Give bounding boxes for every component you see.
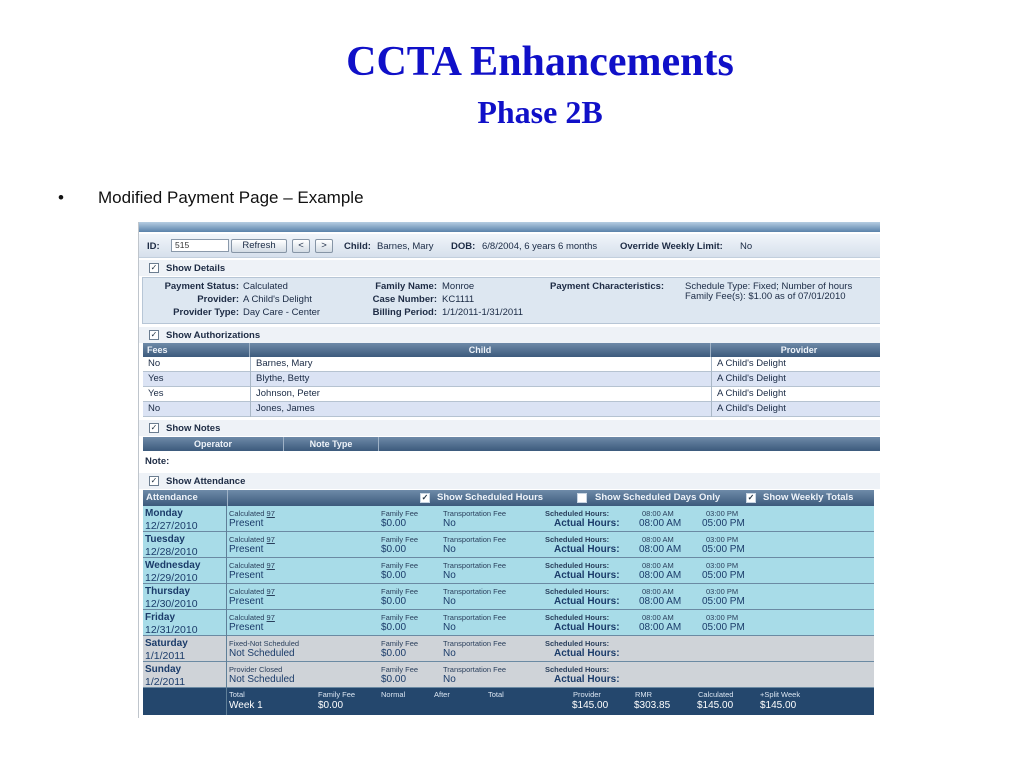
day-date: 12/30/2010 <box>145 598 198 610</box>
day-cell <box>143 636 227 662</box>
actual-start: 08:00 AM <box>639 570 682 581</box>
dob-label: DOB: <box>451 241 476 252</box>
status-link[interactable]: 97 <box>266 587 275 596</box>
total-family-fee: $0.00 <box>318 700 344 711</box>
status-small-text: Fixed-Not Scheduled <box>229 639 300 648</box>
actual-hours-label: Actual Hours: <box>554 544 620 555</box>
show-authorizations-checkbox[interactable]: ✓ <box>150 330 158 339</box>
day-name: Thursday <box>145 586 191 597</box>
table-row[interactable] <box>143 357 880 372</box>
scheduled-hours-label: Scheduled Hours: <box>545 509 610 518</box>
weekly-total-row <box>143 688 874 715</box>
total-split-week: $145.00 <box>760 700 797 711</box>
transportation-fee-value: No <box>443 570 456 581</box>
fees-cell: No <box>148 403 161 414</box>
attendance-day-row[interactable] <box>143 662 874 688</box>
next-button[interactable]: > <box>315 239 333 253</box>
scheduled-end: 03:00 PM <box>706 613 739 622</box>
actual-end: 05:00 PM <box>702 596 745 607</box>
case-number-label: Case Number: <box>372 294 437 305</box>
total-calculated-label: Calculated <box>698 690 734 699</box>
day-cell <box>143 584 227 610</box>
family-fee-value: $0.00 <box>381 518 407 529</box>
status-link[interactable]: 97 <box>266 509 275 518</box>
attendance-header <box>143 490 874 506</box>
bullet-text: Modified Payment Page – Example <box>98 188 364 207</box>
status-small-text: Calculated <box>229 561 265 570</box>
payment-page-screenshot <box>138 222 880 718</box>
transportation-fee-value: No <box>443 622 456 633</box>
actual-start: 08:00 AM <box>639 596 682 607</box>
family-fee-label: Family Fee <box>381 613 419 622</box>
total-normal-label: Normal <box>381 690 406 699</box>
provider-type-value: Day Care - Center <box>243 307 321 318</box>
day-name: Tuesday <box>145 534 185 545</box>
transportation-fee-value: No <box>443 648 456 659</box>
transportation-fee-value: No <box>443 674 456 685</box>
total-family-fee-label: Family Fee <box>318 690 356 699</box>
day-name: Saturday <box>145 638 188 649</box>
bullet-item <box>58 188 364 208</box>
status-small-text: Calculated <box>229 535 265 544</box>
top-bar <box>139 222 880 232</box>
table-row[interactable] <box>143 387 880 402</box>
actual-start: 08:00 AM <box>639 518 682 529</box>
family-name-value: Monroe <box>442 281 475 292</box>
previous-button[interactable]: < <box>292 239 310 253</box>
status-link[interactable]: 97 <box>266 561 275 570</box>
day-cell <box>143 662 227 688</box>
status-text: Present <box>229 518 264 529</box>
status-text: Present <box>229 570 264 581</box>
provider-cell: A Child's Delight <box>711 357 880 372</box>
scheduled-hours-label: Scheduled Hours: <box>545 613 610 622</box>
notes-section-bar <box>139 420 880 436</box>
transportation-fee-value: No <box>443 544 456 555</box>
status-small <box>229 535 275 544</box>
total-rmr: $303.85 <box>634 700 671 711</box>
day-name: Friday <box>145 612 176 623</box>
status-small <box>229 665 282 674</box>
status-small <box>229 561 275 570</box>
show-attendance-checkbox[interactable]: ✓ <box>150 476 158 485</box>
status-small <box>229 639 299 648</box>
actual-hours-label: Actual Hours: <box>554 596 620 607</box>
status-small <box>229 613 275 622</box>
day-cell <box>143 506 227 532</box>
status-small-text: Calculated <box>229 587 265 596</box>
attendance-day-row[interactable] <box>143 558 874 584</box>
provider-value: A Child's Delight <box>243 294 312 305</box>
actual-hours-label: Actual Hours: <box>554 570 620 581</box>
attendance-day-row[interactable] <box>143 610 874 636</box>
show-scheduled-days-only-label: Show Scheduled Days Only <box>595 492 721 503</box>
day-cell <box>143 558 227 584</box>
status-small-text: Provider Closed <box>229 665 283 674</box>
scheduled-hours-label: Scheduled Hours: <box>545 587 610 596</box>
family-fee-value: $0.00 <box>381 570 407 581</box>
family-fee-label: Family Fee <box>381 639 419 648</box>
family-name-label: Family Name: <box>375 281 437 292</box>
details-section-bar <box>139 260 880 276</box>
actual-end: 05:00 PM <box>702 544 745 555</box>
day-date: 12/29/2010 <box>145 572 198 584</box>
payment-status-value: Calculated <box>243 281 288 292</box>
scheduled-end: 03:00 PM <box>706 535 739 544</box>
scheduled-start: 08:00 AM <box>642 613 674 622</box>
attendance-day-row[interactable] <box>143 506 874 532</box>
show-notes-checkbox[interactable]: ✓ <box>150 423 158 432</box>
day-cell <box>143 610 227 636</box>
show-attendance-label: Show Attendance <box>166 476 246 487</box>
child-value: Barnes, Mary <box>377 241 434 252</box>
total-rmr-label: RMR <box>635 690 653 699</box>
table-row[interactable] <box>143 372 880 387</box>
show-scheduled-hours-checkbox[interactable]: ✓ <box>421 493 429 502</box>
table-row[interactable] <box>143 402 880 417</box>
column-header-operator[interactable]: Operator <box>143 437 284 451</box>
notes-table-header <box>143 437 880 451</box>
scheduled-end: 03:00 PM <box>706 509 739 518</box>
header-divider <box>227 490 228 506</box>
note-label: Note: <box>145 456 170 467</box>
provider-type-label: Provider Type: <box>173 307 239 318</box>
transportation-fee-label: Transportation Fee <box>443 639 507 648</box>
transportation-fee-label: Transportation Fee <box>443 613 507 622</box>
transportation-fee-label: Transportation Fee <box>443 587 507 596</box>
transportation-fee-label: Transportation Fee <box>443 561 507 570</box>
fees-cell: Yes <box>148 388 164 399</box>
transportation-fee-value: No <box>443 518 456 529</box>
actual-hours-label: Actual Hours: <box>554 648 620 659</box>
family-fee-label: Family Fee <box>381 535 419 544</box>
id-input[interactable]: 515 <box>171 239 229 252</box>
day-date: 12/28/2010 <box>145 546 198 558</box>
scheduled-start: 08:00 AM <box>642 587 674 596</box>
transportation-fee-label: Transportation Fee <box>443 509 507 518</box>
total-after-label: After <box>434 690 450 699</box>
actual-start: 08:00 AM <box>639 544 682 555</box>
attendance-day-row[interactable] <box>143 636 874 662</box>
payment-status-label: Payment Status: <box>164 281 239 292</box>
total-label: Total <box>229 690 245 699</box>
day-name: Monday <box>145 508 183 519</box>
total-provider-label: Provider <box>573 690 601 699</box>
family-fee-label: Family Fee <box>381 561 419 570</box>
day-date: 12/27/2010 <box>145 520 198 532</box>
payment-characteristics-line1: Schedule Type: Fixed; Number of hours <box>685 281 853 292</box>
family-fee-value: $0.00 <box>381 596 407 607</box>
actual-end: 05:00 PM <box>702 518 745 529</box>
scheduled-hours-label: Scheduled Hours: <box>545 535 610 544</box>
status-text: Not Scheduled <box>229 674 295 685</box>
column-header-note-type[interactable]: Note Type <box>284 437 379 451</box>
family-fee-label: Family Fee <box>381 665 419 674</box>
payment-characteristics-line2: Family Fee(s): $1.00 as of 07/01/2010 <box>685 291 846 302</box>
fees-cell: Yes <box>148 373 164 384</box>
billing-period-value: 1/1/2011-1/31/2011 <box>442 307 523 318</box>
scheduled-hours-label: Scheduled Hours: <box>545 665 610 674</box>
total-week: Week 1 <box>229 700 263 711</box>
slide-subtitle: Phase 2B <box>477 94 603 130</box>
attendance-day-row[interactable] <box>143 532 874 558</box>
actual-hours-label: Actual Hours: <box>554 622 620 633</box>
day-name: Wednesday <box>145 560 201 571</box>
slide-title: CCTA Enhancements <box>346 39 734 85</box>
family-fee-label: Family Fee <box>381 587 419 596</box>
scheduled-start: 08:00 AM <box>642 535 674 544</box>
actual-end: 05:00 PM <box>702 622 745 633</box>
payment-characteristics-label: Payment Characteristics: <box>550 281 665 292</box>
scheduled-hours-label: Scheduled Hours: <box>545 561 610 570</box>
show-notes-label: Show Notes <box>166 423 221 434</box>
total-split-week-label: +Split Week <box>760 690 801 699</box>
status-small-text: Calculated <box>229 509 265 518</box>
scheduled-start: 08:00 AM <box>642 561 674 570</box>
family-fee-label: Family Fee <box>381 509 419 518</box>
day-name: Sunday <box>145 664 182 675</box>
total-provider: $145.00 <box>572 700 609 711</box>
billing-period-label: Billing Period: <box>372 307 437 318</box>
child-cell: Jones, James <box>250 402 711 417</box>
child-label: Child: <box>344 241 371 252</box>
authorizations-table-header <box>143 343 880 357</box>
child-cell: Johnson, Peter <box>250 387 711 402</box>
show-authorizations-label: Show Authorizations <box>166 330 261 341</box>
status-small <box>229 587 275 596</box>
show-weekly-totals-checkbox[interactable]: ✓ <box>747 493 755 502</box>
attendance-section-bar <box>139 473 880 489</box>
show-scheduled-hours-label: Show Scheduled Hours <box>437 492 544 503</box>
provider-cell: A Child's Delight <box>711 402 880 417</box>
attendance-header-label: Attendance <box>146 492 198 503</box>
scheduled-start: 08:00 AM <box>642 509 674 518</box>
family-fee-value: $0.00 <box>381 674 407 685</box>
scheduled-hours-label: Scheduled Hours: <box>545 639 610 648</box>
override-limit-label: Override Weekly Limit: <box>620 241 723 252</box>
bullet-symbol: • <box>58 188 64 207</box>
status-small-text: Calculated <box>229 613 265 622</box>
scheduled-end: 03:00 PM <box>706 587 739 596</box>
fees-cell: No <box>148 358 161 369</box>
actual-start: 08:00 AM <box>639 622 682 633</box>
column-header-fees[interactable]: Fees <box>143 343 250 357</box>
family-fee-value: $0.00 <box>381 544 407 555</box>
transportation-fee-label: Transportation Fee <box>443 535 507 544</box>
id-label: ID: <box>147 241 160 252</box>
scheduled-end: 03:00 PM <box>706 561 739 570</box>
provider-label: Provider: <box>197 294 239 305</box>
status-text: Not Scheduled <box>229 648 295 659</box>
status-link[interactable]: 97 <box>266 613 275 622</box>
status-text: Present <box>229 544 264 555</box>
status-link[interactable]: 97 <box>266 535 275 544</box>
show-weekly-totals-label: Show Weekly Totals <box>763 492 854 503</box>
provider-cell: A Child's Delight <box>711 387 880 402</box>
child-cell: Barnes, Mary <box>250 357 711 372</box>
child-cell: Blythe, Betty <box>250 372 711 387</box>
override-limit-value: No <box>740 241 753 252</box>
status-small <box>229 509 275 518</box>
total-total-label: Total <box>488 690 504 699</box>
actual-end: 05:00 PM <box>702 570 745 581</box>
attendance-day-row[interactable] <box>143 584 874 610</box>
status-text: Present <box>229 622 264 633</box>
transportation-fee-label: Transportation Fee <box>443 665 507 674</box>
status-text: Present <box>229 596 264 607</box>
family-fee-value: $0.00 <box>381 622 407 633</box>
show-scheduled-days-only-checkbox[interactable] <box>577 493 587 503</box>
actual-hours-label: Actual Hours: <box>554 674 620 685</box>
total-calculated: $145.00 <box>697 700 734 711</box>
day-date: 12/31/2010 <box>145 624 198 636</box>
provider-cell: A Child's Delight <box>711 372 880 387</box>
refresh-button[interactable]: Refresh <box>231 239 287 253</box>
column-header-provider[interactable]: Provider <box>780 345 818 355</box>
day-date: 1/2/2011 <box>145 676 186 688</box>
transportation-fee-value: No <box>443 596 456 607</box>
actual-hours-label: Actual Hours: <box>554 518 620 529</box>
dob-value: 6/8/2004, 6 years 6 months <box>482 241 598 252</box>
day-cell <box>143 532 227 558</box>
total-day-cell <box>143 688 227 715</box>
day-date: 1/1/2011 <box>145 650 186 662</box>
show-details-checkbox[interactable]: ✓ <box>150 263 158 272</box>
case-number-value: KC1111 <box>442 294 475 305</box>
family-fee-value: $0.00 <box>381 648 407 659</box>
show-details-label: Show Details <box>166 263 226 274</box>
column-header-child[interactable]: Child <box>250 343 711 357</box>
